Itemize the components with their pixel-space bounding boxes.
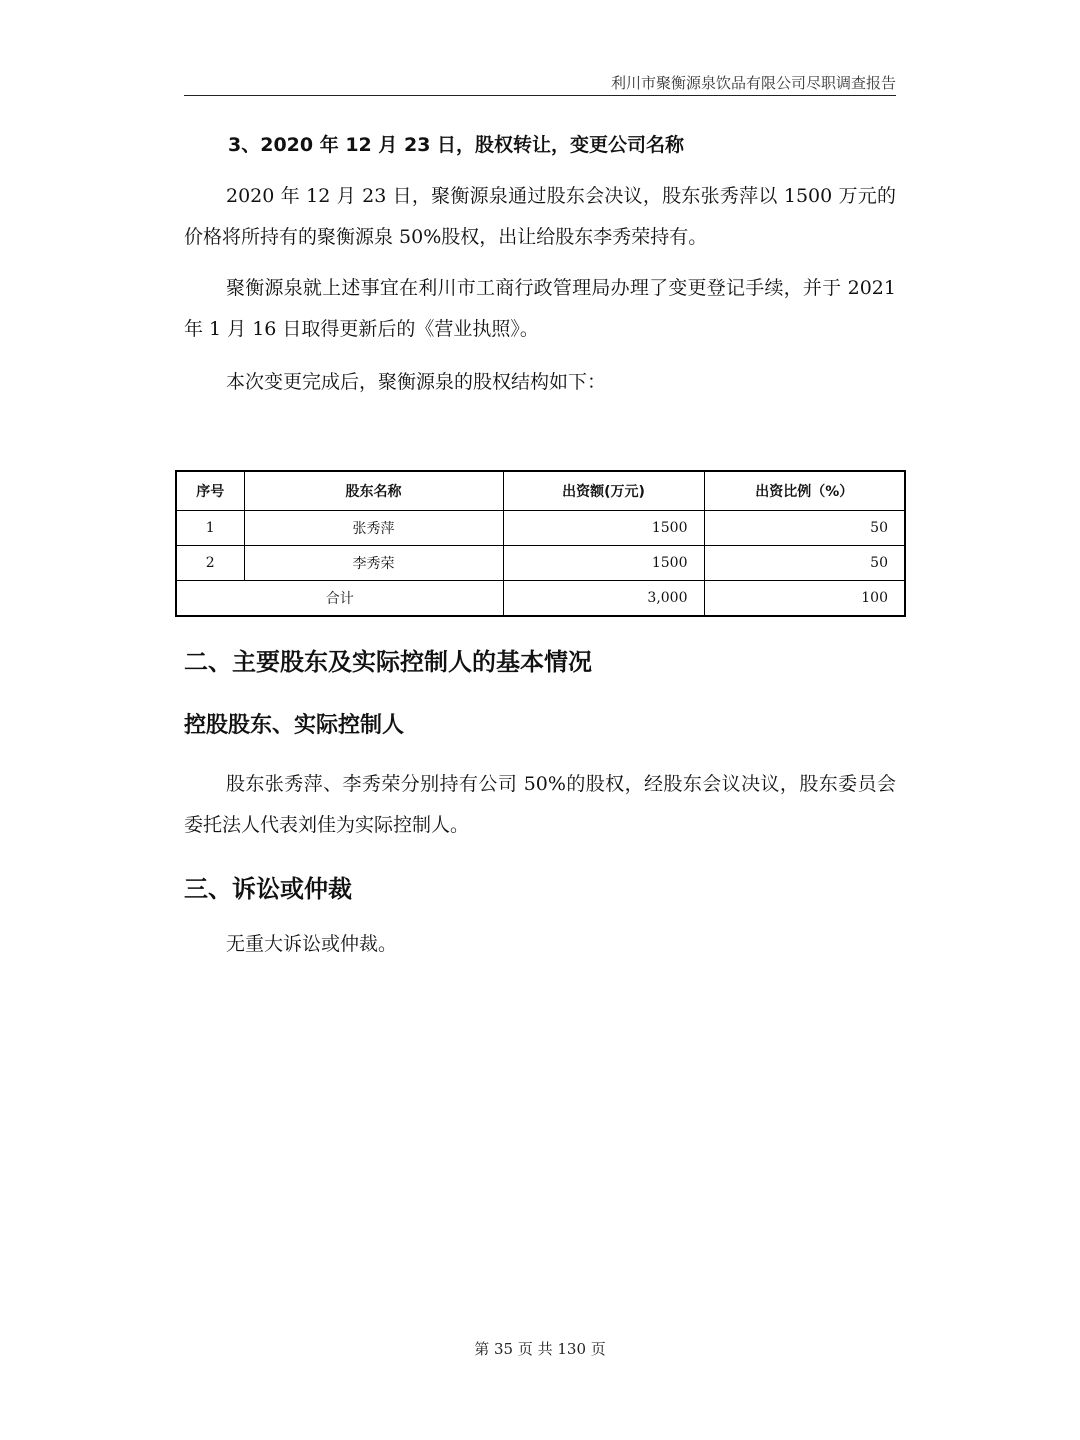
table-header-row bbox=[176, 471, 905, 511]
cell-total-ratio: 100 bbox=[704, 581, 905, 617]
header-divider bbox=[184, 95, 896, 96]
page-header: 利川市聚衡源泉饮品有限公司尽职调查报告 bbox=[610, 74, 896, 92]
cell-shareholder: 李秀荣 bbox=[244, 546, 503, 581]
cell-amount: 1500 bbox=[503, 546, 704, 581]
table-row bbox=[176, 511, 905, 546]
cell-total-label: 合计 bbox=[176, 581, 503, 617]
paragraph: 聚衡源泉就上述事宜在利川市工商行政管理局办理了变更登记手续，并于 2021 年 1 月 16 日取得更新后的《营业执照》。 bbox=[184, 277, 896, 340]
subsection-heading: 控股股东、实际控制人 bbox=[184, 713, 405, 738]
paragraph: 2020 年 12 月 23 日，聚衡源泉通过股东会决议，股东张秀萍以 1500 万元的价格将所持有的聚衡源泉 50%股权，出让给股东李秀荣持有。 bbox=[184, 185, 896, 248]
table-total-row bbox=[176, 581, 905, 617]
cell-amount: 1500 bbox=[503, 511, 704, 546]
header-cell-amount: 出资额(万元) bbox=[503, 471, 704, 511]
paragraph: 无重大诉讼或仲裁。 bbox=[226, 933, 398, 955]
header-cell-shareholder: 股东名称 bbox=[244, 471, 503, 511]
page-number: 第 35 页 共 130 页 bbox=[474, 1340, 606, 1358]
table-row bbox=[176, 546, 905, 581]
cell-index: 1 bbox=[176, 511, 244, 546]
cell-shareholder: 张秀萍 bbox=[244, 511, 503, 546]
cell-total-amount: 3,000 bbox=[503, 581, 704, 617]
paragraph: 本次变更完成后，聚衡源泉的股权结构如下： bbox=[226, 371, 607, 393]
chapter-heading: 二、主要股东及实际控制人的基本情况 bbox=[184, 648, 592, 676]
chapter-heading: 三、诉讼或仲裁 bbox=[184, 875, 352, 903]
section-heading: 3、2020 年 12 月 23 日，股权转让，变更公司名称 bbox=[228, 134, 685, 156]
cell-ratio: 50 bbox=[704, 511, 905, 546]
cell-ratio: 50 bbox=[704, 546, 905, 581]
cell-index: 2 bbox=[176, 546, 244, 581]
header-cell-index: 序号 bbox=[176, 471, 244, 511]
equity-structure-table bbox=[175, 470, 906, 617]
header-cell-ratio: 出资比例（%） bbox=[704, 471, 905, 511]
paragraph: 股东张秀萍、李秀荣分别持有公司 50%的股权，经股东会议决议，股东委员会委托法人代表刘佳为实际控制人。 bbox=[184, 773, 896, 836]
